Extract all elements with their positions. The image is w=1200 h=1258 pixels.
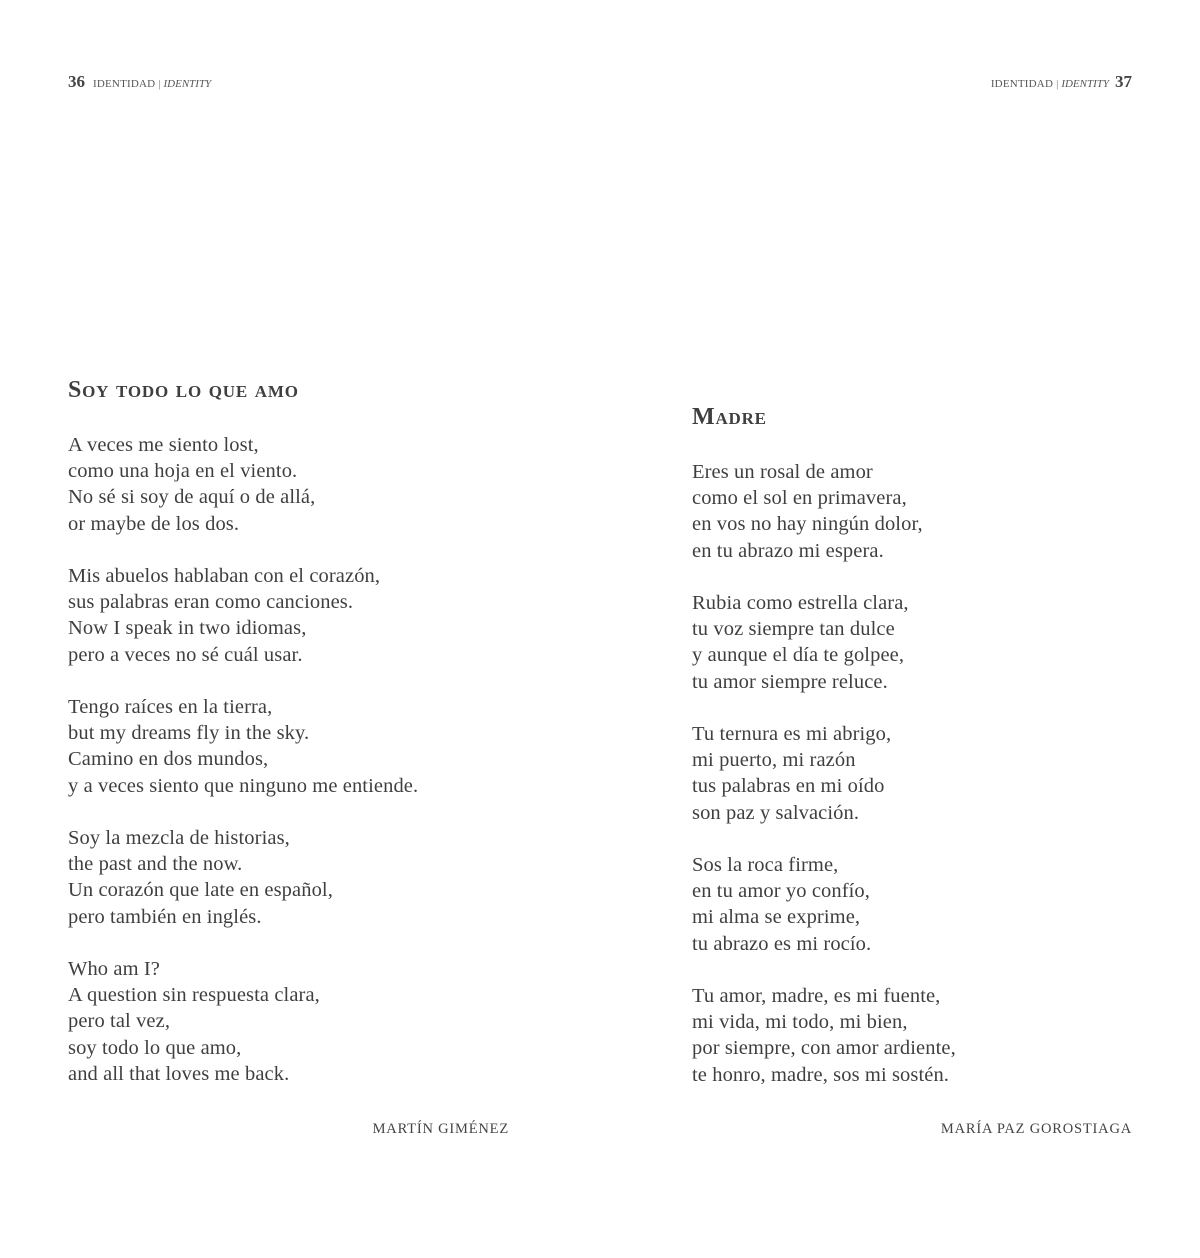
poem-line: y aunque el día te golpee, xyxy=(692,644,905,667)
poem-line: but my dreams fly in the sky. xyxy=(68,722,310,745)
poem-author: MARTÍN GIMÉNEZ xyxy=(372,1121,509,1137)
poem-line: como una hoja en el viento. xyxy=(68,460,298,483)
poem-line: pero también en inglés. xyxy=(68,905,262,928)
poem-line: Tu ternura es mi abrigo, xyxy=(692,723,892,745)
page-number: 36 xyxy=(68,72,85,91)
section-title-en: IDENTITY xyxy=(1061,78,1109,90)
poem-line: or maybe de los dos. xyxy=(68,512,240,535)
section-title-es: IDENTIDAD xyxy=(990,78,1054,90)
poem-line: the past and the now. xyxy=(68,853,243,876)
poem-line: en vos no hay ningún dolor, xyxy=(692,513,923,536)
poem-line: mi vida, mi todo, mi bien, xyxy=(692,1011,908,1034)
poem-line: Eres un rosal de amor xyxy=(692,461,873,483)
poem-line: te honro, madre, sos mi sostén. xyxy=(692,1063,950,1086)
section-separator: | xyxy=(158,78,161,90)
poem-line: tu amor siempre reluce. xyxy=(692,670,888,693)
poem-line: mi alma se exprime, xyxy=(692,906,861,929)
poem-line: Un corazón que late en español, xyxy=(68,879,333,902)
poem-author: MARÍA PAZ GOROSTIAGA xyxy=(940,1121,1132,1137)
stanza xyxy=(692,852,956,957)
poem-title: Madre xyxy=(692,404,767,430)
stanza xyxy=(692,459,956,564)
stanza xyxy=(68,956,418,1087)
poem-line: como el sol en primavera, xyxy=(692,487,907,510)
running-head-right xyxy=(991,72,1132,92)
stanza xyxy=(68,432,418,537)
section-separator: | xyxy=(1056,78,1059,90)
poem-line: pero tal vez, xyxy=(68,1010,171,1033)
poem-line: tu voz siempre tan dulce xyxy=(692,618,895,641)
stanza xyxy=(692,721,956,826)
poem-line: tu abrazo es mi rocío. xyxy=(692,932,872,955)
poem-line: Tu amor, madre, es mi fuente, xyxy=(692,985,941,1007)
poem-line: mi puerto, mi razón xyxy=(692,749,856,772)
poem-line: Camino en dos mundos, xyxy=(68,748,269,771)
poem-line: en tu amor yo confío, xyxy=(692,880,871,903)
poem-title: Soy todo lo que amo xyxy=(68,377,299,403)
poem-line: A question sin respuesta clara, xyxy=(68,984,320,1007)
stanza xyxy=(692,590,956,695)
poem-body xyxy=(68,432,418,1087)
stanza xyxy=(692,983,956,1088)
poem-line: Now I speak in two idiomas, xyxy=(68,617,307,640)
poem-line: Sos la roca firme, xyxy=(692,854,839,876)
stanza xyxy=(68,694,418,799)
section-title-es: IDENTIDAD xyxy=(93,78,156,90)
right-page xyxy=(600,0,1200,1258)
poem-line: sus palabras eran como canciones. xyxy=(68,591,354,614)
poem-line: A veces me siento lost, xyxy=(68,434,259,456)
poem-line: pero a veces no sé cuál usar. xyxy=(68,643,303,666)
running-head-left xyxy=(68,72,211,92)
poem-line: Mis abuelos hablaban con el corazón, xyxy=(68,565,381,587)
poem-line: Rubia como estrella clara, xyxy=(692,592,909,614)
poem-line: en tu abrazo mi espera. xyxy=(692,539,884,562)
poem-line: and all that loves me back. xyxy=(68,1062,290,1085)
poem-line: Tengo raíces en la tierra, xyxy=(68,696,273,718)
poem-line: soy todo lo que amo, xyxy=(68,1036,242,1059)
poem-line: Who am I? xyxy=(68,958,160,980)
stanza xyxy=(68,825,418,930)
section-title-en: IDENTITY xyxy=(163,78,212,90)
poem-line: No sé si soy de aquí o de allá, xyxy=(68,486,316,509)
poem-body xyxy=(692,459,956,1088)
stanza xyxy=(68,563,418,668)
page-number: 37 xyxy=(1115,72,1132,91)
poem-line: por siempre, con amor ardiente, xyxy=(692,1037,956,1060)
poem-line: tus palabras en mi oído xyxy=(692,775,885,798)
poem-line: y a veces siento que ninguno me entiende. xyxy=(68,774,419,797)
poem-line: son paz y salvación. xyxy=(692,801,860,824)
poem-line: Soy la mezcla de historias, xyxy=(68,827,290,849)
